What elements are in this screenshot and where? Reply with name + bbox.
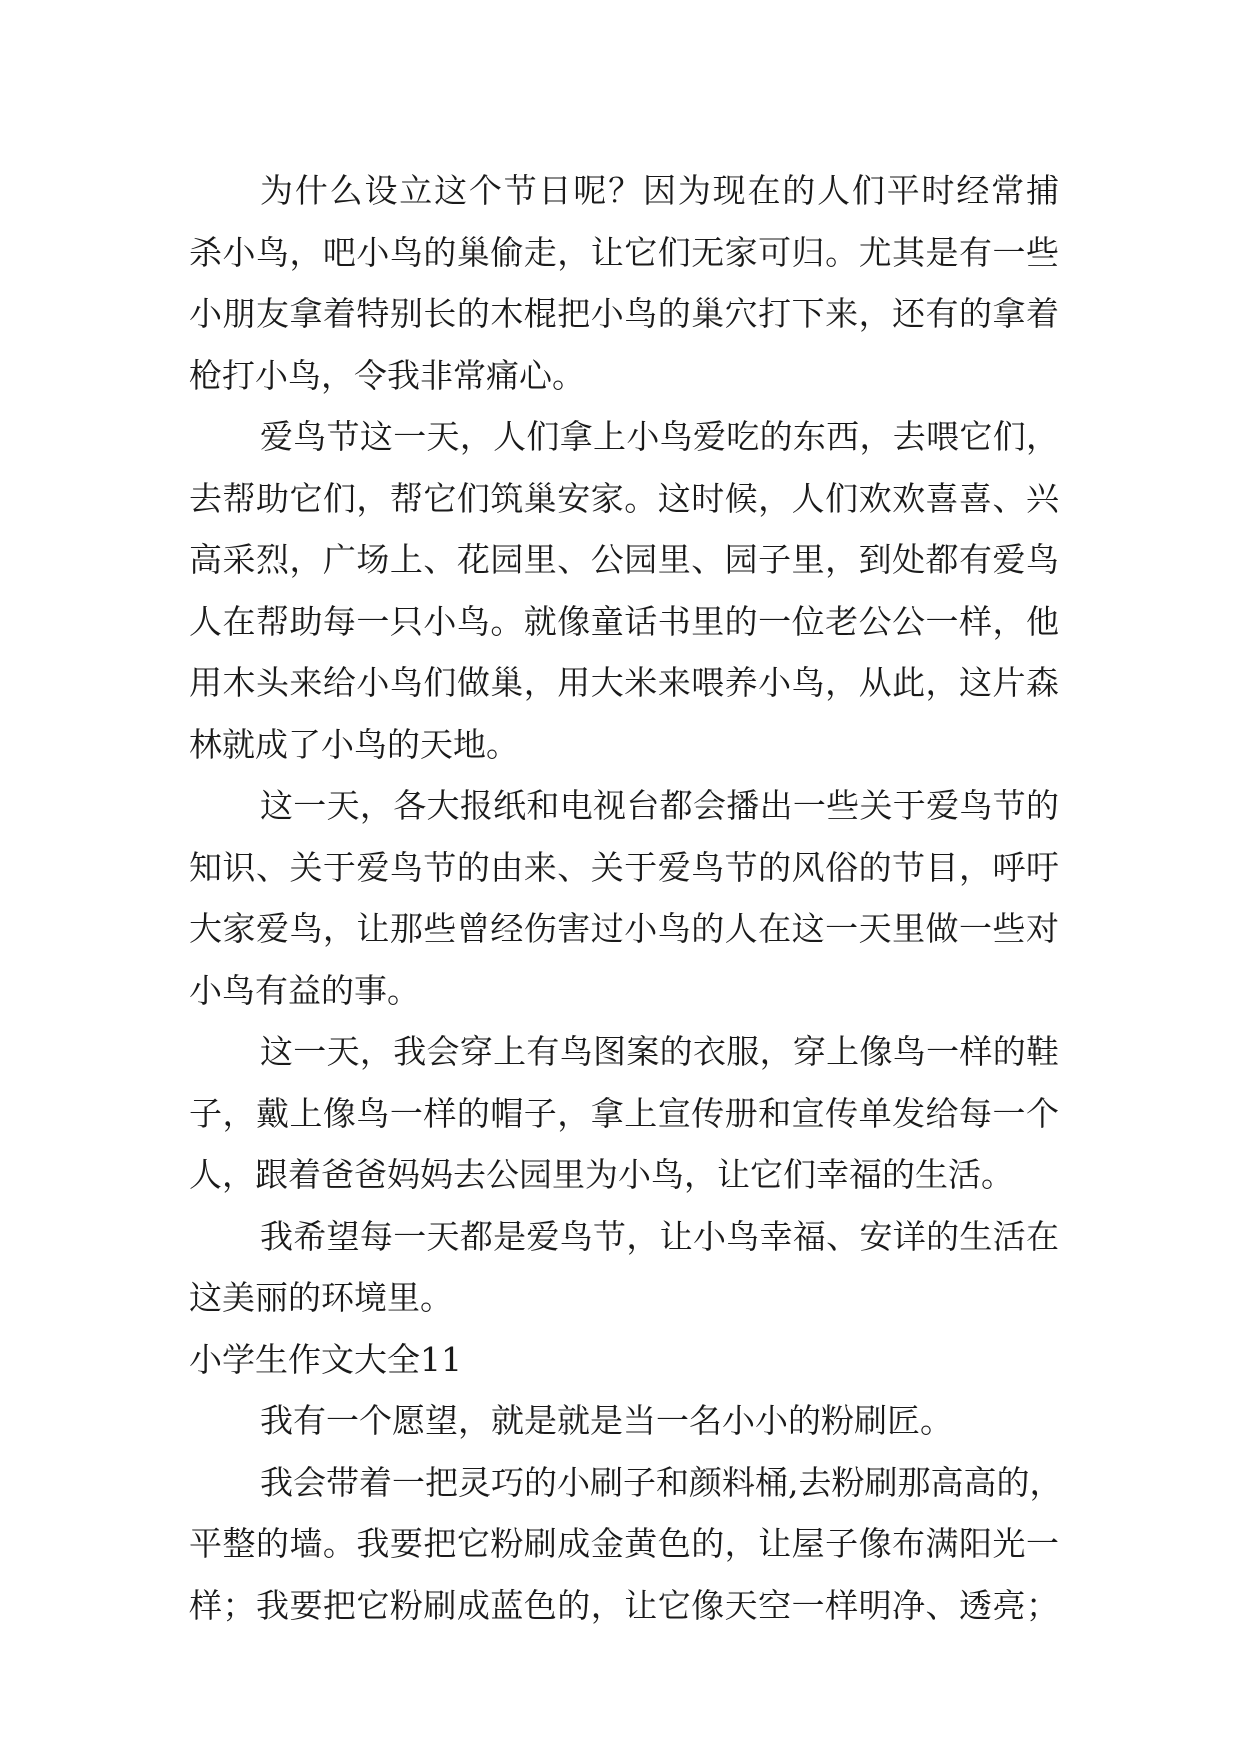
- text-line: 子，戴上像鸟一样的帽子，拿上宣传册和宣传单发给每一个: [189, 1093, 1059, 1133]
- text-line: 高采烈，广场上、花园里、公园里、园子里，到处都有爱鸟: [189, 540, 1059, 579]
- text-line: 这一天，我会穿上有鸟图案的衣服，穿上像鸟一样的鞋: [260, 1032, 1059, 1071]
- text-line: 小朋友拿着特别长的木棍把小鸟的巢穴打下来，还有的拿着: [189, 294, 1059, 333]
- text-line: 我会带着一把灵巧的小刷子和颜料桶,去粉刷那高高的，: [260, 1462, 1063, 1502]
- section-heading: 小学生作文大全11: [189, 1339, 462, 1379]
- text-line: 知识、关于爱鸟节的由来、关于爱鸟节的风俗的节目，呼吁: [189, 847, 1059, 887]
- text-line: 爱鸟节这一天，人们拿上小鸟爱吃的东西，去喂它们，: [260, 417, 1059, 456]
- text-line: 样；我要把它粉刷成蓝色的，让它像天空一样明净、透亮；: [189, 1585, 1059, 1625]
- text-line: 去帮助它们，帮它们筑巢安家。这时候，人们欢欢喜喜、兴: [189, 478, 1059, 518]
- text-line: 人在帮助每一只小鸟。就像童话书里的一位老公公一样，他: [189, 601, 1059, 641]
- text-line: 大家爱鸟，让那些曾经伤害过小鸟的人在这一天里做一些对: [189, 909, 1059, 948]
- text-line: 用木头来给小鸟们做巢，用大米来喂养小鸟，从此，这片森: [189, 663, 1059, 702]
- text-line: 杀小鸟，吧小鸟的巢偷走，让它们无家可归。尤其是有一些: [189, 232, 1059, 272]
- text-line: 枪打小鸟，令我非常痛心。: [189, 355, 585, 395]
- text-line: 平整的墙。我要把它粉刷成金黄色的，让屋子像布满阳光一: [189, 1524, 1059, 1563]
- text-line: 林就成了小鸟的天地。: [189, 724, 519, 764]
- text-line: 小鸟有益的事。: [189, 970, 420, 1010]
- text-line: 为什么设立这个节日呢？因为现在的人们平时经常捕: [260, 171, 1059, 210]
- text-line: 我希望每一天都是爱鸟节，让小鸟幸福、安详的生活在: [260, 1216, 1059, 1256]
- text-line: 这一天，各大报纸和电视台都会播出一些关于爱鸟节的: [260, 786, 1059, 825]
- text-line: 这美丽的环境里。: [189, 1278, 453, 1317]
- text-line: 我有一个愿望，就是就是当一名小小的粉刷匠。: [260, 1401, 953, 1440]
- text-line: 人，跟着爸爸妈妈去公园里为小鸟，让它们幸福的生活。: [189, 1155, 1014, 1194]
- document-body: [189, 160, 1063, 1636]
